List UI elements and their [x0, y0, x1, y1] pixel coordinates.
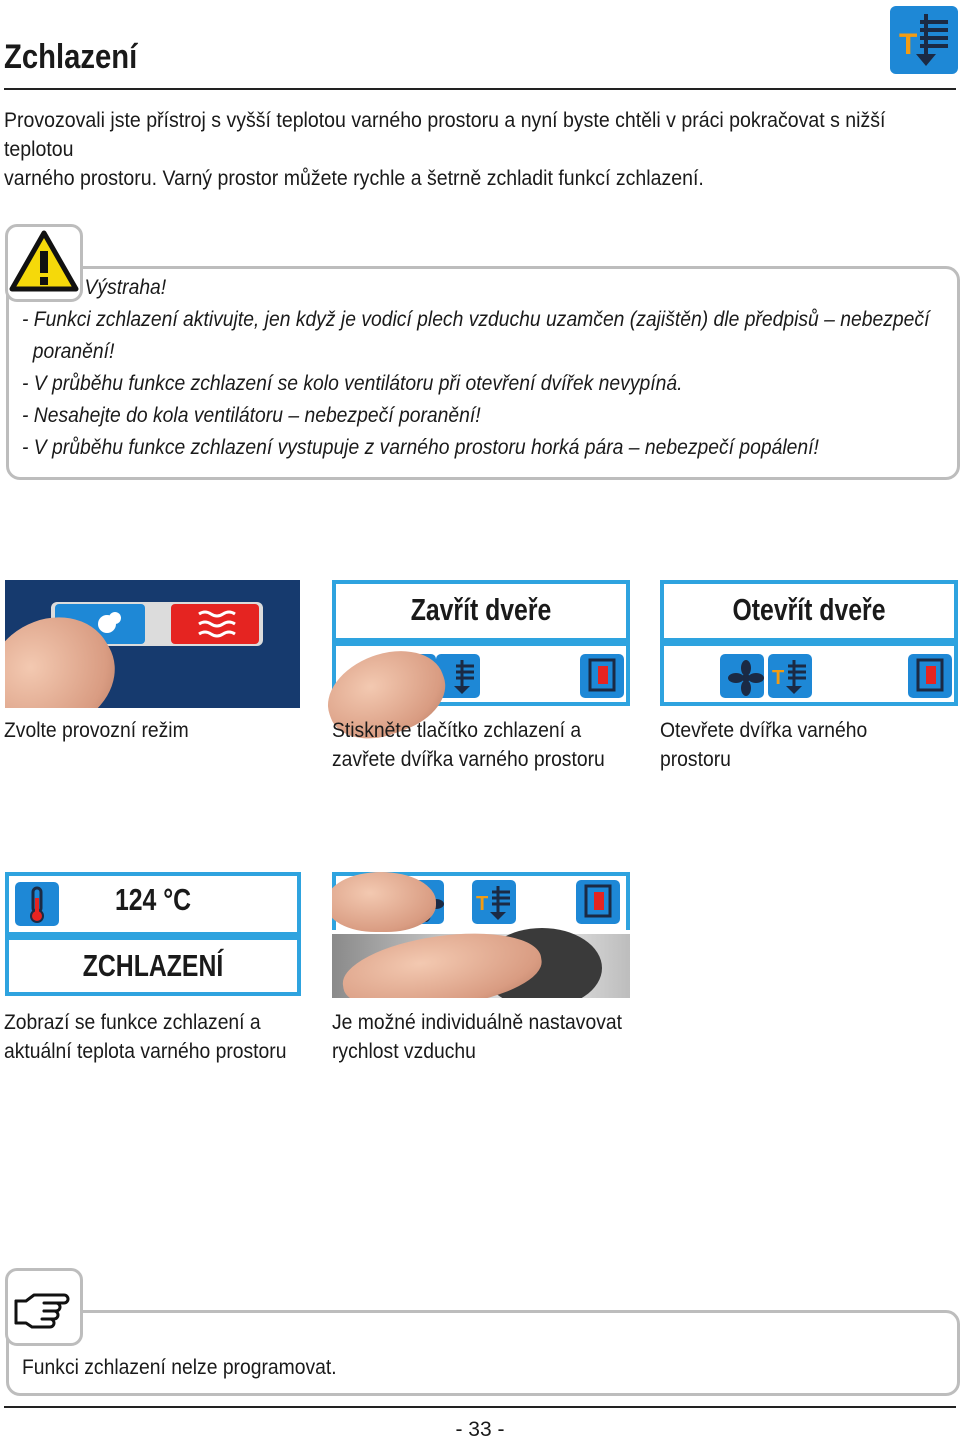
caption-line: Zobrazí se funkce zchlazení a [4, 1011, 261, 1034]
warning-line: - Funkci zchlazení aktivujte, jen když je vodicí plech vzduchu uzamčen (zajištěn) dle předpisů – nebezpečí [22, 308, 930, 331]
door-button[interactable] [576, 880, 620, 924]
intro-paragraph [4, 106, 892, 193]
step5-caption [332, 1008, 622, 1066]
cooldown-button[interactable] [472, 880, 516, 924]
door-button[interactable] [580, 654, 624, 698]
step4-caption [4, 1008, 286, 1066]
temperature-readout: 124 °C [114, 882, 192, 917]
caption-line: zavřete dvířka varného prostoru [332, 748, 605, 771]
warning-line: - V průběhu funkce zchlazení se kolo ventilátoru při otevření dvířek nevypíná. [22, 372, 683, 395]
air-speed-image [332, 872, 630, 998]
hot-air-mode-button[interactable] [171, 604, 259, 644]
open-door-header: Otevřít dveře [732, 592, 886, 627]
svg-text:T: T [772, 667, 785, 689]
door-button[interactable] [908, 654, 952, 698]
close-door-panel [332, 580, 630, 706]
warning-line: - V průběhu funkce zchlazení vystupuje z varného prostoru horká pára – nebezpečí popálení! [22, 436, 819, 459]
close-door-header: Zavřít dveře [410, 592, 552, 627]
intro-line: Provozovali jste přístroj s vyšší teplotou varného prostoru a nyní byste chtěli v práci pokračovat s nižší teplotou [4, 109, 886, 161]
warning-text [22, 272, 930, 464]
caption-line: Stiskněte tlačítko zchlazení a [332, 719, 582, 742]
warning-line: poranění! [22, 340, 115, 363]
intro-line: varného prostoru. Varný prostor můžete rychle a šetrně zchladit funkcí zchlazení. [4, 167, 704, 190]
note-box [6, 1310, 960, 1396]
caption-line: Je možné individuálně nastavovat [332, 1011, 622, 1034]
warning-label: Výstraha! [84, 276, 167, 299]
page-title: Zchlazení [4, 38, 138, 76]
open-door-panel [660, 580, 958, 706]
hot-air-icon [171, 604, 259, 644]
page-number: - 33 - [455, 1418, 505, 1441]
fan-button[interactable] [720, 654, 764, 698]
step3-caption: Otevřete dvířka varného prostoru [660, 719, 868, 771]
pressing-finger [332, 872, 436, 932]
cooldown-button[interactable] [768, 654, 812, 698]
panel-divider [9, 932, 297, 940]
door-icon [576, 880, 620, 924]
caption-line: rychlost vzduchu [332, 1040, 476, 1063]
svg-text:T: T [899, 28, 918, 61]
header-rule [4, 88, 956, 90]
note-text: Funkci zchlazení nelze programovat. [22, 1356, 337, 1379]
panel-divider [336, 638, 626, 646]
pointing-hand-icon [8, 1271, 80, 1343]
svg-text:T: T [476, 893, 489, 915]
note-icon-box [5, 1268, 83, 1346]
door-icon [580, 654, 624, 698]
caption-line: aktuální teplota varného prostoru [4, 1040, 287, 1063]
display-panel [5, 872, 301, 996]
cooldown-icon [890, 6, 958, 74]
step2-caption [332, 716, 605, 774]
fan-icon [720, 654, 764, 698]
cooldown-icon [472, 880, 516, 924]
panel-divider [664, 638, 954, 646]
warning-line: - Nesahejte do kola ventilátoru – nebezpečí poranění! [22, 404, 481, 427]
door-icon [908, 654, 952, 698]
mode-readout: ZCHLAZENÍ [82, 948, 224, 983]
step1-caption: Zvolte provozní režim [4, 719, 189, 742]
mode-select-image [5, 580, 300, 708]
cooldown-icon [768, 654, 812, 698]
footer-rule [4, 1406, 956, 1408]
